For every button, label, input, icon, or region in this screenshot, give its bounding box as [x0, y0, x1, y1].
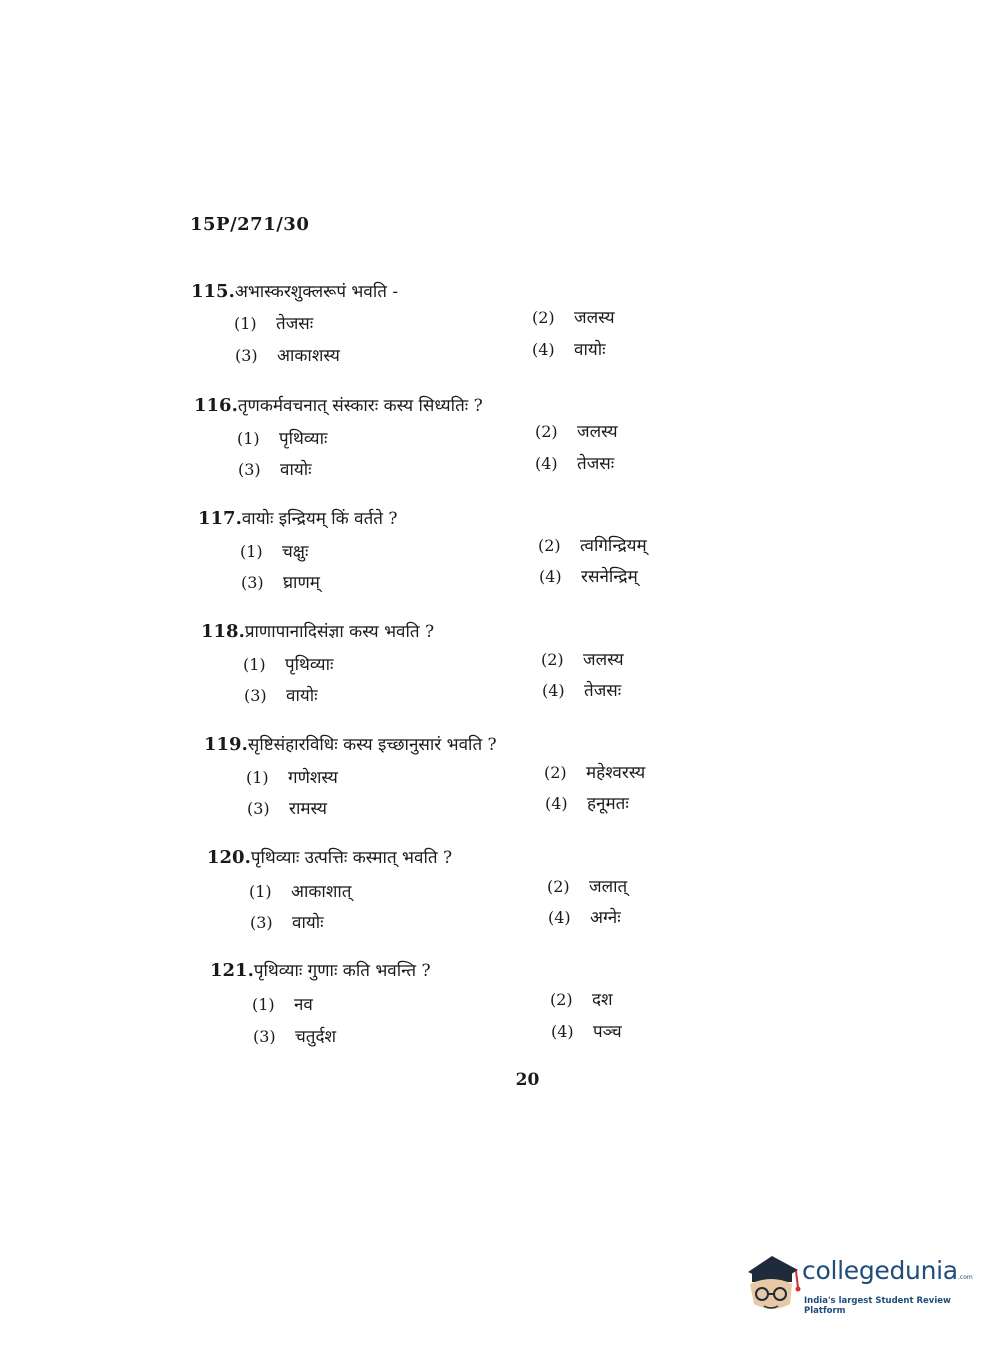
question-text: सृष्टिसंहारविधिः कस्य इच्छानुसारं भवति ? [247, 735, 497, 755]
option-text: जलात् [589, 877, 628, 897]
option-4 [551, 1019, 622, 1042]
mascot-icon [742, 1250, 802, 1316]
option-number: (2) [532, 308, 555, 327]
option-number: (4) [545, 794, 568, 813]
option-number: (1) [246, 768, 269, 787]
option-number: (2) [544, 763, 567, 782]
option-number: (3) [238, 460, 261, 479]
option-3 [250, 910, 324, 933]
option-text: रसनेन्द्रिम् [581, 567, 638, 587]
option-text: आकाशात् [291, 882, 352, 902]
option-1 [237, 426, 327, 449]
option-2 [538, 533, 647, 556]
option-text: जलस्य [583, 650, 624, 670]
option-text: चक्षुः [282, 542, 309, 562]
option-3 [244, 683, 318, 706]
question-116 [0, 393, 1001, 493]
option-text: रामस्य [289, 799, 327, 819]
logo-tagline: India's largest Student Review Platform [804, 1296, 951, 1316]
question-stem [207, 845, 452, 868]
question-121 [0, 958, 1001, 1058]
question-text: पृथिव्याः उत्पत्तिः कस्मात् भवति ? [250, 848, 453, 868]
logo-wordmark: collegedunia [802, 1256, 958, 1285]
option-2 [535, 419, 618, 442]
option-number: (3) [250, 913, 273, 932]
paper-code: 15P/271/30 [190, 214, 310, 235]
option-number: (2) [538, 536, 561, 555]
option-4 [542, 678, 621, 701]
question-119 [0, 732, 1001, 832]
option-4 [545, 791, 629, 814]
option-number: (1) [234, 314, 257, 333]
question-number: 116. [194, 395, 238, 416]
option-2 [547, 874, 627, 897]
option-number: (2) [541, 650, 564, 669]
option-4 [548, 905, 621, 928]
option-1 [249, 879, 352, 902]
option-text: दश [592, 990, 613, 1010]
option-2 [544, 760, 645, 783]
option-4 [539, 564, 638, 587]
option-text: हनूमतः [587, 794, 629, 814]
option-number: (1) [240, 542, 263, 561]
question-number: 120. [207, 847, 251, 868]
question-stem [191, 279, 398, 302]
option-number: (4) [539, 567, 562, 586]
question-number: 118. [201, 621, 245, 642]
option-number: (3) [244, 686, 267, 705]
page-number: 20 [515, 1070, 540, 1090]
option-3 [238, 457, 312, 480]
option-text: चतुर्दश [295, 1027, 337, 1047]
option-text: गणेशस्य [288, 768, 338, 788]
option-number: (4) [535, 454, 558, 473]
option-text: वायोः [574, 340, 606, 360]
option-3 [241, 570, 320, 593]
option-number: (3) [253, 1027, 276, 1046]
question-number: 121. [210, 960, 254, 981]
option-number: (3) [235, 346, 258, 365]
option-1 [252, 992, 313, 1015]
option-number: (4) [542, 681, 565, 700]
option-text: वायोः [292, 913, 324, 933]
question-118 [0, 619, 1001, 719]
option-number: (3) [241, 573, 264, 592]
question-120 [0, 845, 1001, 945]
question-stem [204, 732, 497, 755]
option-1 [246, 765, 338, 788]
option-4 [535, 451, 614, 474]
option-3 [247, 796, 327, 819]
option-text: महेश्वरस्य [586, 763, 646, 783]
option-text: वायोः [280, 460, 312, 480]
logo-domain-suffix: .com [958, 1274, 973, 1281]
question-text: अभास्करशुक्लरूपं भवति - [234, 282, 399, 302]
option-1 [240, 539, 308, 562]
option-text: त्वगिन्द्रियम् [580, 536, 647, 556]
option-number: (3) [247, 799, 270, 818]
option-text: तेजसः [276, 314, 314, 334]
option-3 [253, 1024, 336, 1047]
option-number: (2) [547, 877, 570, 896]
option-text: अग्नेः [590, 908, 621, 928]
option-text: पञ्च [593, 1022, 622, 1042]
question-number: 115. [191, 281, 235, 302]
option-text: पृथिव्याः [285, 655, 334, 675]
question-text: वायोः इन्द्रियम् किं वर्तते ? [241, 509, 398, 529]
option-number: (1) [252, 995, 275, 1014]
collegedunia-logo[interactable] [742, 1250, 972, 1320]
option-1 [243, 652, 333, 675]
option-number: (1) [237, 429, 260, 448]
option-number: (2) [550, 990, 573, 1009]
question-text: पृथिव्याः गुणाः कति भवन्ति ? [253, 961, 431, 981]
option-number: (1) [243, 655, 266, 674]
question-stem [201, 619, 434, 642]
option-text: घ्राणम् [283, 573, 320, 593]
option-1 [234, 311, 313, 334]
option-text: नव [294, 995, 313, 1015]
question-stem [198, 506, 397, 529]
option-text: जलस्य [574, 308, 615, 328]
option-2 [532, 305, 615, 328]
option-2 [541, 647, 624, 670]
question-115 [0, 279, 1001, 379]
option-3 [235, 343, 340, 366]
question-number: 117. [198, 508, 242, 529]
option-text: पृथिव्याः [279, 429, 328, 449]
option-number: (4) [548, 908, 571, 927]
option-text: वायोः [286, 686, 318, 706]
option-number: (4) [532, 340, 555, 359]
question-stem [210, 958, 431, 981]
option-number: (2) [535, 422, 558, 441]
question-number: 119. [204, 734, 248, 755]
option-4 [532, 337, 606, 360]
option-text: तेजसः [577, 454, 615, 474]
option-text: आकाशस्य [277, 346, 340, 366]
option-text: जलस्य [577, 422, 618, 442]
option-number: (4) [551, 1022, 574, 1041]
option-number: (1) [249, 882, 272, 901]
question-117 [0, 506, 1001, 606]
question-text: तृणकर्मवचनात् संस्कारः कस्य सिध्यतिः ? [237, 396, 483, 416]
question-stem [194, 393, 483, 416]
question-text: प्राणापानादिसंज्ञा कस्य भवति ? [244, 622, 435, 642]
option-2 [550, 987, 613, 1010]
option-text: तेजसः [584, 681, 622, 701]
